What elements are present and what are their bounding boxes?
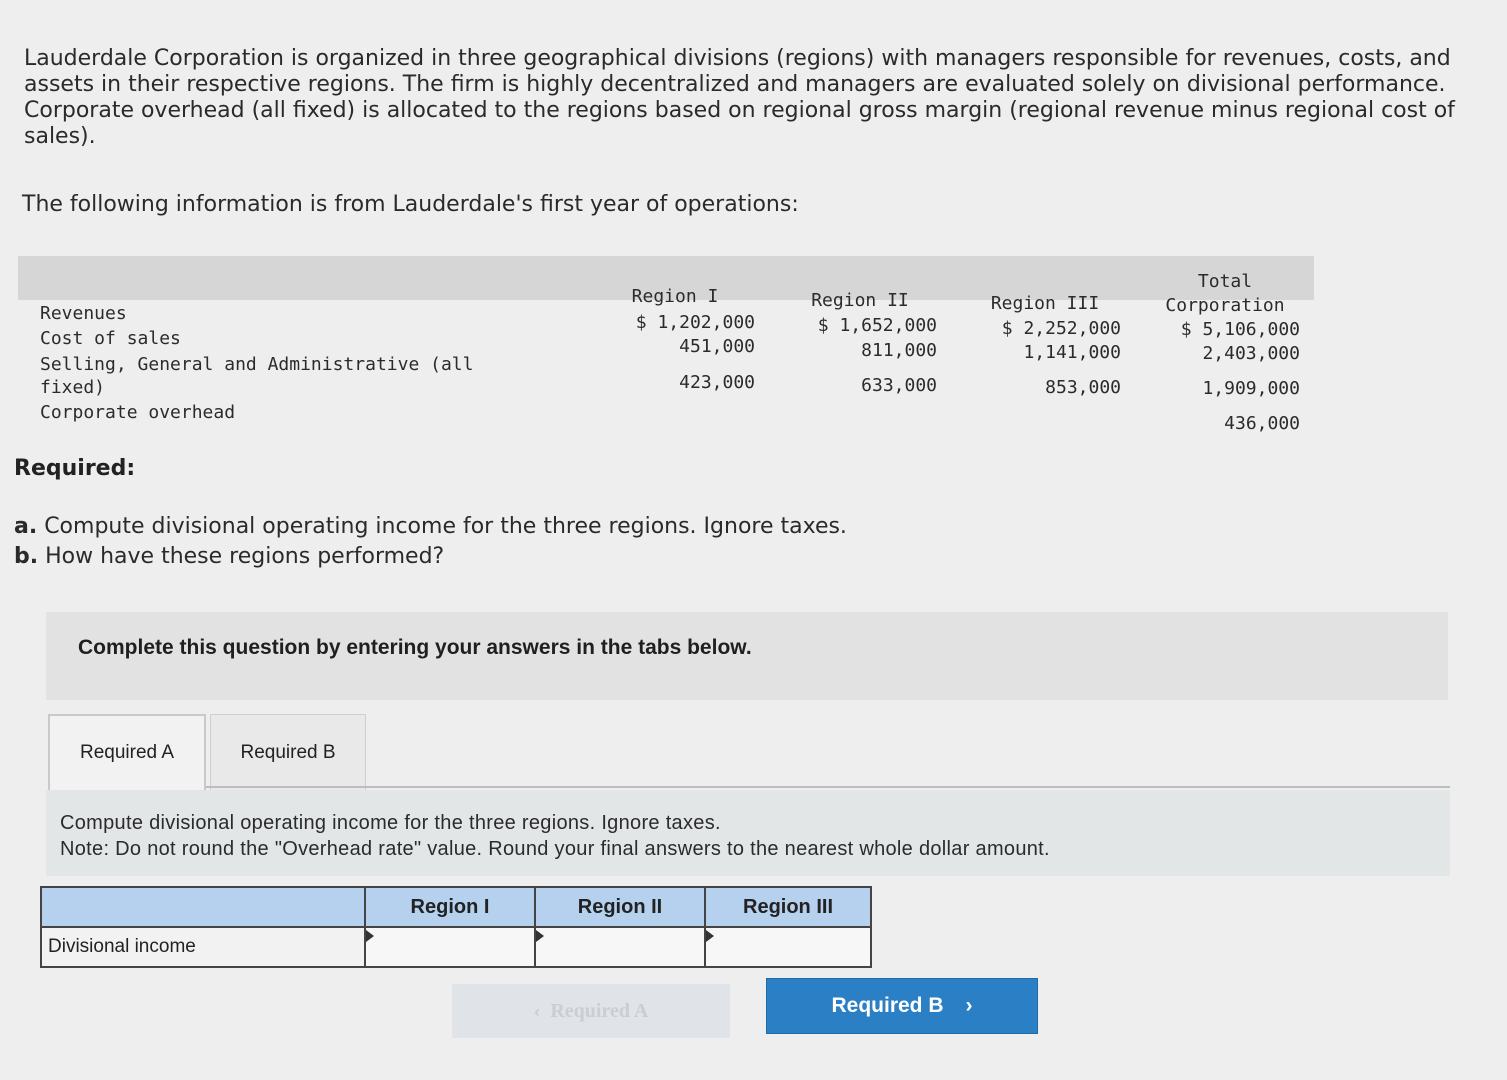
chevron-right-icon: › xyxy=(965,994,973,1017)
required-a-text: Compute divisional operating income for the three regions. Ignore taxes. xyxy=(37,514,847,539)
next-required-b-button[interactable] xyxy=(766,978,1038,1034)
cell-cost-r2: 811,000 xyxy=(861,340,937,361)
row-label-sga: Selling, General and Administrative (all xyxy=(40,354,474,375)
cell-revenues-r2: $ 1,652,000 xyxy=(817,315,937,336)
header-region-2: Region II xyxy=(811,290,909,311)
answer-header-region-2: Region II xyxy=(535,887,705,927)
chevron-left-icon: ‹ xyxy=(533,999,541,1022)
header-total: Total xyxy=(1197,271,1253,292)
next-button-label: Required B xyxy=(831,994,944,1017)
answer-header-region-3: Region III xyxy=(705,887,871,927)
answer-header-region-1: Region I xyxy=(365,887,535,927)
prev-button-label: Required A xyxy=(550,999,649,1022)
answer-row-label: Divisional income xyxy=(41,927,365,967)
input-marker-icon xyxy=(706,930,714,942)
tab-required-b[interactable]: Required B xyxy=(210,714,366,790)
required-b xyxy=(14,544,444,569)
header-corporation: Corporation xyxy=(1165,295,1285,316)
instructions-text xyxy=(60,810,1050,862)
answer-cell-region-1 xyxy=(365,927,535,967)
cell-revenues-r1: $ 1,202,000 xyxy=(635,312,755,333)
input-marker-icon xyxy=(536,930,544,942)
cell-sga-r3: 853,000 xyxy=(1045,377,1121,398)
cell-revenues-total: $ 5,106,000 xyxy=(1180,319,1300,340)
complete-banner-text: Complete this question by entering your answers in the tabs below. xyxy=(78,636,752,659)
cell-cost-total: 2,403,000 xyxy=(1202,343,1300,364)
tab-divider xyxy=(206,786,1450,788)
divisional-income-region-2-input[interactable] xyxy=(536,928,704,966)
table-row xyxy=(41,927,871,967)
note-text: Do not round the "Overhead rate" value. Round your final answers to the nearest whole dollar amount. xyxy=(109,838,1050,860)
required-a xyxy=(14,514,847,539)
required-b-letter: b. xyxy=(14,544,39,569)
required-b-text: How have these regions performed? xyxy=(38,544,445,569)
header-region-3: Region III xyxy=(990,293,1100,314)
instructions-box xyxy=(46,790,1450,876)
note-label: Note: xyxy=(60,838,110,860)
cell-sga-r1: 423,000 xyxy=(679,372,755,393)
tab-required-a[interactable]: Required A xyxy=(48,714,206,790)
row-label-cost-of-sales: Cost of sales xyxy=(40,328,181,349)
row-label-sga-cont: fixed) xyxy=(40,377,106,398)
answer-table xyxy=(40,886,872,968)
divisional-income-region-3-input[interactable] xyxy=(706,928,870,966)
row-label-corporate-overhead: Corporate overhead xyxy=(40,402,236,423)
instructions-line1: Compute divisional operating income for the three regions. Ignore taxes. xyxy=(60,812,721,834)
answer-header-blank xyxy=(41,887,365,927)
problem-intro: Lauderdale Corporation is organized in three geographical divisions (regions) with managers responsible for revenues, costs, and assets in their respective regions. The firm is highly decentralized and managers are evaluated solely on divisional performance. Corporate overhead (all fixed) is allocated to the regions based on regional gross margin (regional revenue minus regional cost of sales). xyxy=(24,46,1455,149)
cell-cost-r1: 451,000 xyxy=(679,336,755,357)
answer-cell-region-2 xyxy=(535,927,705,967)
answer-table-header-row xyxy=(41,887,871,927)
cell-sga-r2: 633,000 xyxy=(861,375,937,396)
cell-cost-r3: 1,141,000 xyxy=(1023,342,1121,363)
cell-revenues-r3: $ 2,252,000 xyxy=(1001,318,1121,339)
cell-sga-total: 1,909,000 xyxy=(1202,378,1300,399)
required-title: Required: xyxy=(14,456,136,481)
input-marker-icon xyxy=(366,930,374,942)
instructions-note xyxy=(60,836,1050,862)
required-a-letter: a. xyxy=(14,514,38,539)
problem-lead: The following information is from Lauderdale's first year of operations: xyxy=(22,192,799,217)
prev-required-a-button[interactable] xyxy=(452,984,730,1038)
header-region-1: Region I xyxy=(631,286,719,307)
cell-overhead-total: 436,000 xyxy=(1224,413,1300,434)
divisional-income-region-1-input[interactable] xyxy=(366,928,534,966)
complete-banner xyxy=(46,612,1448,700)
answer-cell-region-3 xyxy=(705,927,871,967)
row-label-revenues: Revenues xyxy=(40,303,127,324)
